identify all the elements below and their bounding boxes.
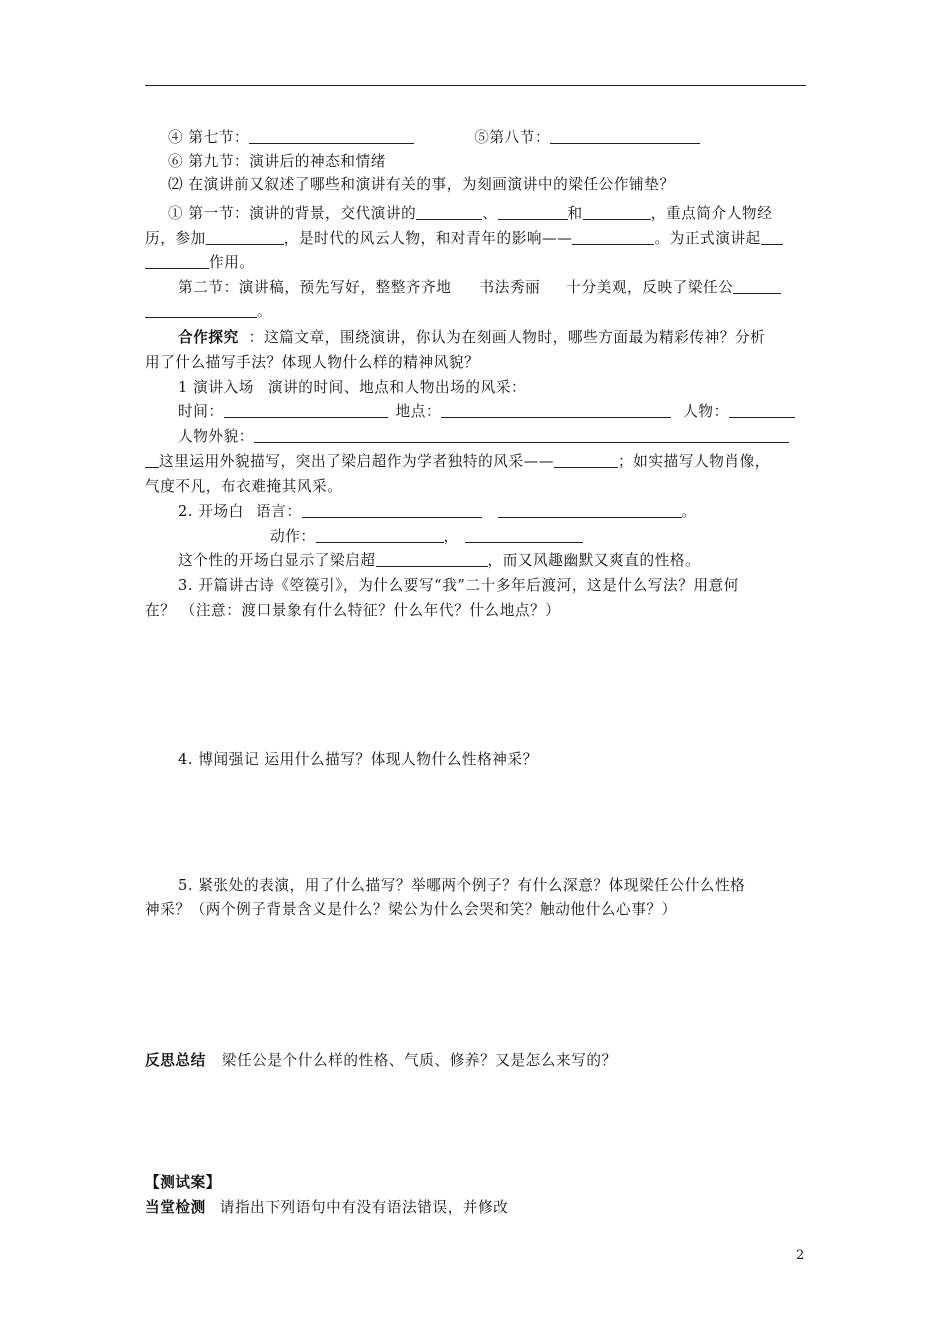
question-2-line	[168, 175, 675, 195]
blank-place[interactable]	[441, 402, 671, 418]
person-label: 人物：	[683, 403, 729, 420]
blank-person[interactable]	[729, 402, 795, 418]
appearance-analysis-tail: ；如实描写人物肖像，	[618, 453, 770, 470]
action-label: 动作：	[270, 528, 316, 545]
blank-background-3[interactable]	[583, 204, 651, 220]
reflects-line	[145, 302, 272, 322]
item-1-line	[178, 378, 526, 398]
reflection-line	[145, 1051, 617, 1071]
blank-function-b[interactable]	[145, 253, 209, 269]
section-7-label: ④ 第七节：	[168, 129, 250, 146]
section-2-text-a: 第二节：演讲稿，预先写好，整整齐齐地	[178, 279, 452, 296]
cooperation-question-cont: 用了什么描写手法？体现人物什么样的精神风貌？	[145, 354, 480, 371]
item-1-title: 1 演讲入场	[178, 379, 254, 396]
section-1-text: ① 第一节：演讲的背景，交代演讲的	[168, 205, 417, 222]
test-section-heading: 【测试案】	[145, 1174, 221, 1191]
reflection-heading: 反思总结	[145, 1052, 206, 1069]
section-1-tail: ，重点简介人物经	[650, 205, 773, 222]
cont-text-b: ，是时代的风云人物，和对青年的影响——	[283, 230, 573, 247]
question-3-cont: 在？ （注意：渡口景象有什么特征？什么年代？什么地点？）	[145, 602, 561, 619]
classroom-test-heading: 当堂检测	[145, 1199, 206, 1216]
cooperation-heading-line	[178, 328, 765, 348]
classroom-test-line	[145, 1198, 508, 1218]
classroom-test-instruction: 请指出下列语句中有没有语法错误，并修改	[219, 1199, 509, 1216]
blank-language-1[interactable]	[302, 502, 482, 518]
blank-personality[interactable]	[376, 551, 488, 567]
language-label: 语言：	[255, 503, 302, 520]
section-9-line: ⑥ 第九节：演讲后的神态和情绪	[168, 153, 386, 170]
function-text: 作用。	[209, 254, 255, 271]
section-1-line	[168, 204, 772, 224]
personality-line	[178, 551, 700, 571]
time-label: 时间：	[178, 403, 224, 420]
blank-reflects-b[interactable]	[145, 302, 257, 318]
function-line	[145, 253, 255, 273]
appearance-analysis-line	[145, 452, 770, 472]
personality-text-a: 这个性的开场白显示了梁启超	[178, 552, 376, 569]
cooperation-heading: 合作探究	[178, 329, 239, 346]
blank-influence[interactable]	[572, 229, 654, 245]
place-label: 地点：	[395, 403, 442, 420]
question-5-cont: 神采？（两个例子背景含义是什么？梁公为什么会哭和笑？触动他什么心事？）	[145, 901, 677, 918]
blank-scholar-style[interactable]	[554, 452, 618, 468]
cont-text-a: 历，参加	[145, 230, 206, 247]
blank-appearance-cont[interactable]	[145, 452, 159, 468]
section-2-text-c: 十分美观，反映了梁任公	[566, 279, 734, 296]
time-place-person-line	[178, 402, 795, 422]
blank-appearance[interactable]	[254, 427, 789, 443]
appearance-summary: 气度不凡，布衣难掩其风采。	[145, 478, 343, 495]
action-sep: ，	[443, 528, 459, 545]
appearance-analysis: 这里运用外貌描写，突出了梁启超作为学者独特的风采——	[159, 453, 555, 470]
sep-1: 、	[482, 205, 498, 222]
personality-text-b: ，而又风趣幽默又爽直的性格。	[487, 552, 701, 569]
section-2-text-b: 书法秀丽	[479, 279, 541, 296]
question-2-emphasis: 垫	[644, 176, 660, 193]
question-2-text: ⑵ 在演讲前又叙述了哪些和演讲有关的事，为刻画演讲中的梁任公作铺	[168, 176, 645, 193]
appearance-line	[178, 427, 789, 447]
sep-2: 和	[567, 205, 583, 222]
blank-function-a[interactable]	[761, 229, 783, 245]
blank-language-2[interactable]	[498, 502, 682, 518]
blank-action-1[interactable]	[316, 527, 444, 543]
question-3-line: 3. 开篇讲古诗《箜篌引》，为什么要写“我”二十多年后渡河，这是什么写法？用意何	[178, 577, 739, 594]
section-2-line	[178, 278, 781, 298]
language-end: 。	[681, 503, 697, 520]
blank-background-2[interactable]	[498, 204, 568, 220]
section-1-cont-line	[145, 229, 783, 249]
blank-reflects-a[interactable]	[733, 278, 781, 294]
cooperation-question: ：这篇文章，围绕演讲，你认为在刻画人物时，哪些方面最为精彩传神？分析	[248, 329, 766, 346]
question-5-line: 5. 紧张处的表演，用了什么描写？举哪两个例子？有什么深意？体现梁任公什么性格	[178, 877, 746, 894]
reflects-end: 。	[257, 303, 273, 320]
cont-text-c: 。为正式演讲起	[654, 230, 761, 247]
blank-section-8[interactable]	[550, 128, 700, 144]
question-2-mark: ？	[659, 176, 675, 193]
item-2-title: 2. 开场白	[178, 503, 244, 520]
blank-background-1[interactable]	[416, 204, 482, 220]
question-4-line: 4. 博闻强记 运用什么描写？体现人物什么性格神采？	[178, 751, 538, 768]
item-1-desc: 演讲的时间、地点和人物出场的风采：	[267, 379, 527, 396]
page-number: 2	[796, 1248, 805, 1263]
blank-time[interactable]	[224, 402, 388, 418]
section-7-line	[168, 128, 700, 148]
opening-speech-line	[178, 502, 697, 522]
blank-action-2[interactable]	[465, 527, 583, 543]
header-rule	[145, 85, 806, 86]
action-line	[270, 527, 583, 547]
appearance-label: 人物外貌：	[178, 428, 254, 445]
blank-participation[interactable]	[206, 229, 284, 245]
blank-section-7[interactable]	[249, 128, 414, 144]
reflection-question: 梁任公是个什么样的性格、气质、修养？又是怎么来写的？	[221, 1052, 617, 1069]
section-8-label: ⑤第八节：	[474, 129, 551, 146]
